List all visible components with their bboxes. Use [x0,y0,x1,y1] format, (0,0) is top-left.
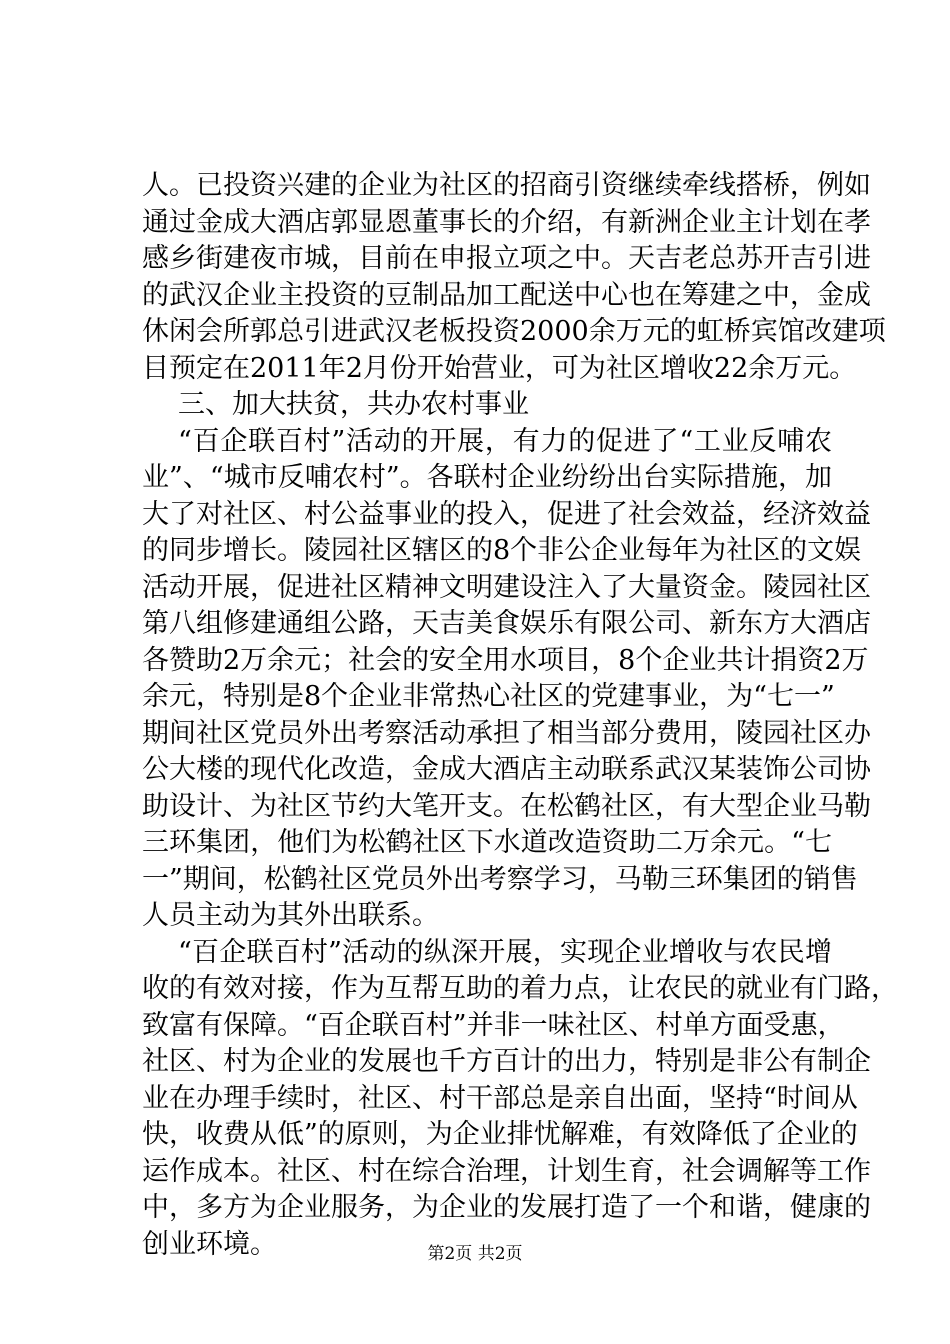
section-heading [142,387,832,424]
paragraph [142,424,871,935]
text-line: 人。已投资兴建的企业为社区的招商引资继续牵线搭桥，例如 [142,170,871,201]
text-line: 公大楼的现代化改造，金成大酒店主动联系武汉某装饰公司协 [142,754,871,785]
text-line: 中，多方为企业服务，为企业的发展打造了一个和谐，健康的 [142,1192,871,1223]
text-line: 一”期间，松鹤社区党员外出考察学习，马勒三环集团的销售 [142,863,858,895]
text-line: 快，收费从低”的原则，为企业排忧解难，有效降低了企业的 [142,1119,858,1150]
text-line: 感乡街建夜市城，目前在申报立项之中。天吉老总苏开吉引进 [142,243,871,274]
text-line: 的武汉企业主投资的豆制品加工配送中心也在筹建之中，金成 [142,279,871,311]
document-body [142,168,898,1263]
paragraph [142,935,898,1264]
text-line: 业在办理手续时，社区、村干部总是亲自出面，坚持“时间从 [142,1082,858,1114]
text-line: 运作成本。社区、村在综合治理，计划生育，社会调解等工作 [142,1155,871,1187]
text-line: 休闲会所郭总引进武汉老板投资2000余万元的虹桥宾馆改建项 [142,316,886,347]
text-line: 人员主动为其外出联系。 [142,900,439,931]
text-line: 各赞助2万余元；社会的安全用水项目，8个企业共计捐资2万 [142,644,869,676]
text-line: 三环集团，他们为松鹤社区下水道改造资助二万余元。“七 [142,827,832,858]
text-line: 第八组修建通组公路，天吉美食娱乐有限公司、新东方大酒店 [142,608,871,639]
text-line: “百企联百村”活动的开展，有力的促进了“工业反哺农 [178,425,832,457]
text-line: 活动开展，促进社区精神文明建设注入了大量资金。陵园社区 [142,571,871,603]
text-line: 助设计、为社区节约大笔开支。在松鹤社区，有大型企业马勒 [142,790,871,822]
text-line: 致富有保障。“百企联百村”并非一味社区、村单方面受惠， [142,1009,845,1041]
text-line: 业”、“城市反哺农村”。各联村企业纷纷出台实际措施，加 [142,462,832,493]
text-line: 创业环境。 [142,1228,277,1260]
text-line: 目预定在2011年2月份开始营业，可为社区增收22余万元。 [142,352,857,384]
text-line: “百企联百村”活动的纵深开展，实现企业增收与农民增 [178,936,832,968]
text-line: 通过金成大酒店郭显恩董事长的介绍，有新洲企业主计划在孝 [142,206,871,238]
text-line: 社区、村为企业的发展也千方百计的出力，特别是非公有制企 [142,1046,871,1077]
page-number-footer: 第2页 共2页 [427,1244,523,1264]
section-heading-text: 三、加大扶贫，共办农村事业 [178,389,529,420]
text-line: 收的有效对接，作为互帮互助的着力点，让农民的就业有门路， [142,973,898,1004]
text-line: 的同步增长。陵园社区辖区的8个非公企业每年为社区的文娱 [142,535,862,566]
text-line: 余元，特别是8个企业非常热心社区的党建事业，为“七一” [142,681,835,712]
text-line: 期间社区党员外出考察活动承担了相当部分费用，陵园社区办 [142,717,871,749]
paragraph-continuation [142,168,886,387]
text-line: 大了对社区、村公益事业的投入，促进了社会效益，经济效益 [142,498,871,530]
